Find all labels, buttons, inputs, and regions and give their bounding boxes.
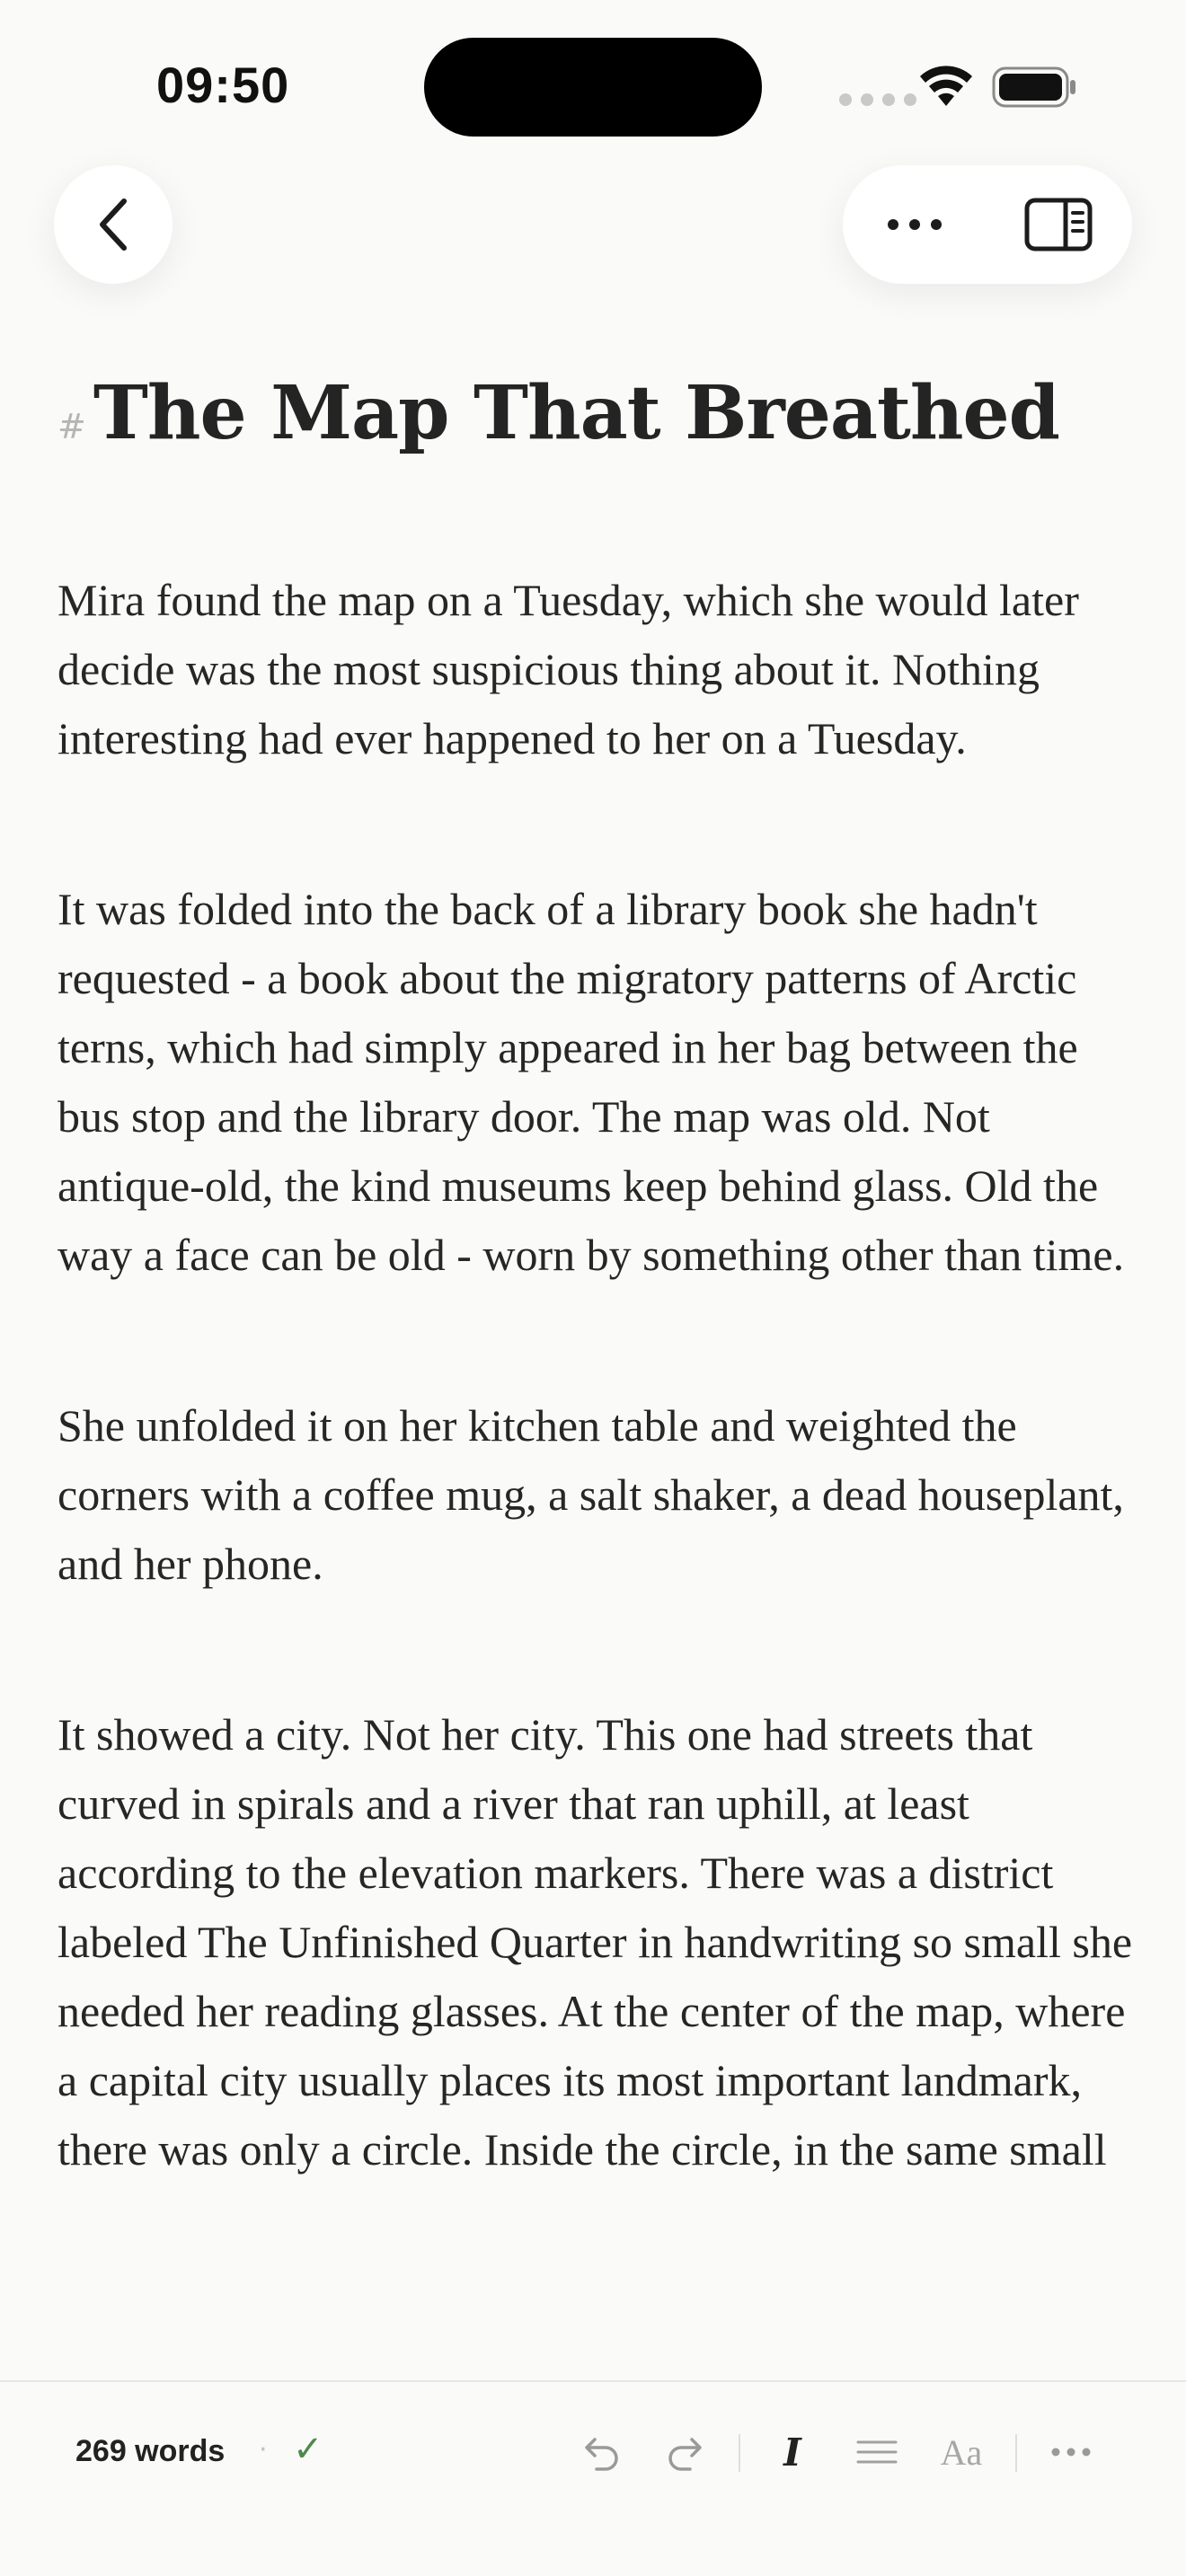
font-style-button[interactable] [925,2414,997,2490]
saved-check-icon: ✓ [293,2429,323,2470]
heading-marker: # [58,407,86,446]
redo-icon [665,2432,704,2472]
undo-icon [582,2432,622,2472]
cellular-signal-icon [839,93,916,106]
title-heading-row[interactable] [58,359,1136,467]
status-bar [0,0,1186,171]
font-icon: Aa [940,2431,983,2473]
paragraph-lines-icon [856,2439,898,2466]
document-editor[interactable] [58,359,1136,2184]
battery-icon [992,66,1078,108]
toolbar-more-button[interactable] [1035,2414,1107,2490]
paragraph[interactable]: It showed a city. Not her city. This one had streets that curved in spirals and a river that ran uphill, at least according to the elevation markers. There was a district labeled The Unfinished Quarter in handwriting so small she needed her reading glasses. At the center of the map, where a capital city usually places its most important landmark, there was only a circle. Inside the circle, in the same small [58,1709,1133,2175]
status-time: 09:50 [156,57,290,113]
paragraph[interactable]: Mira found the map on a Tuesday, which she would later decide was the most suspicious thing about it. Nothing interesting had ever happened to her on a Tuesday. [58,575,1079,763]
document-actions-pill [843,165,1132,284]
separator-dot: · [259,2434,268,2466]
ellipsis-icon [886,217,943,232]
more-options-button[interactable] [870,189,960,260]
paragraph[interactable]: It was folded into the back of a library book she hadn't requested - a book about the migratory patterns of Arctic terns, which had simply appeared in her bag between the bus stop and the library door. The map was old. Not antique-old, the kind museums keep behind glass. Old the way a face can be old - worn by something other than time. [58,884,1125,1280]
document-title[interactable]: The Map That Breathed [93,370,1059,456]
dynamic-island [424,38,762,137]
ellipsis-icon [1050,2447,1092,2457]
toolbar-divider [739,2434,740,2472]
wifi-icon [918,65,974,108]
italic-button[interactable] [757,2414,828,2490]
editor-toolbar [0,2380,1186,2576]
back-button[interactable] [54,165,173,284]
word-count[interactable]: 269 words [75,2434,226,2468]
undo-button[interactable] [566,2414,638,2490]
italic-icon: I [783,2430,801,2475]
paragraph[interactable]: She unfolded it on her kitchen table and weighted the corners with a coffee mug, a salt shaker, a dead houseplant, and her phone. [58,1400,1124,1589]
toggle-panel-button[interactable] [1013,189,1103,260]
paragraph-style-button[interactable] [841,2414,913,2490]
toolbar-divider [1015,2434,1017,2472]
sidebar-panel-icon [1024,198,1093,251]
redo-button[interactable] [649,2414,721,2490]
chevron-left-icon [93,196,133,253]
